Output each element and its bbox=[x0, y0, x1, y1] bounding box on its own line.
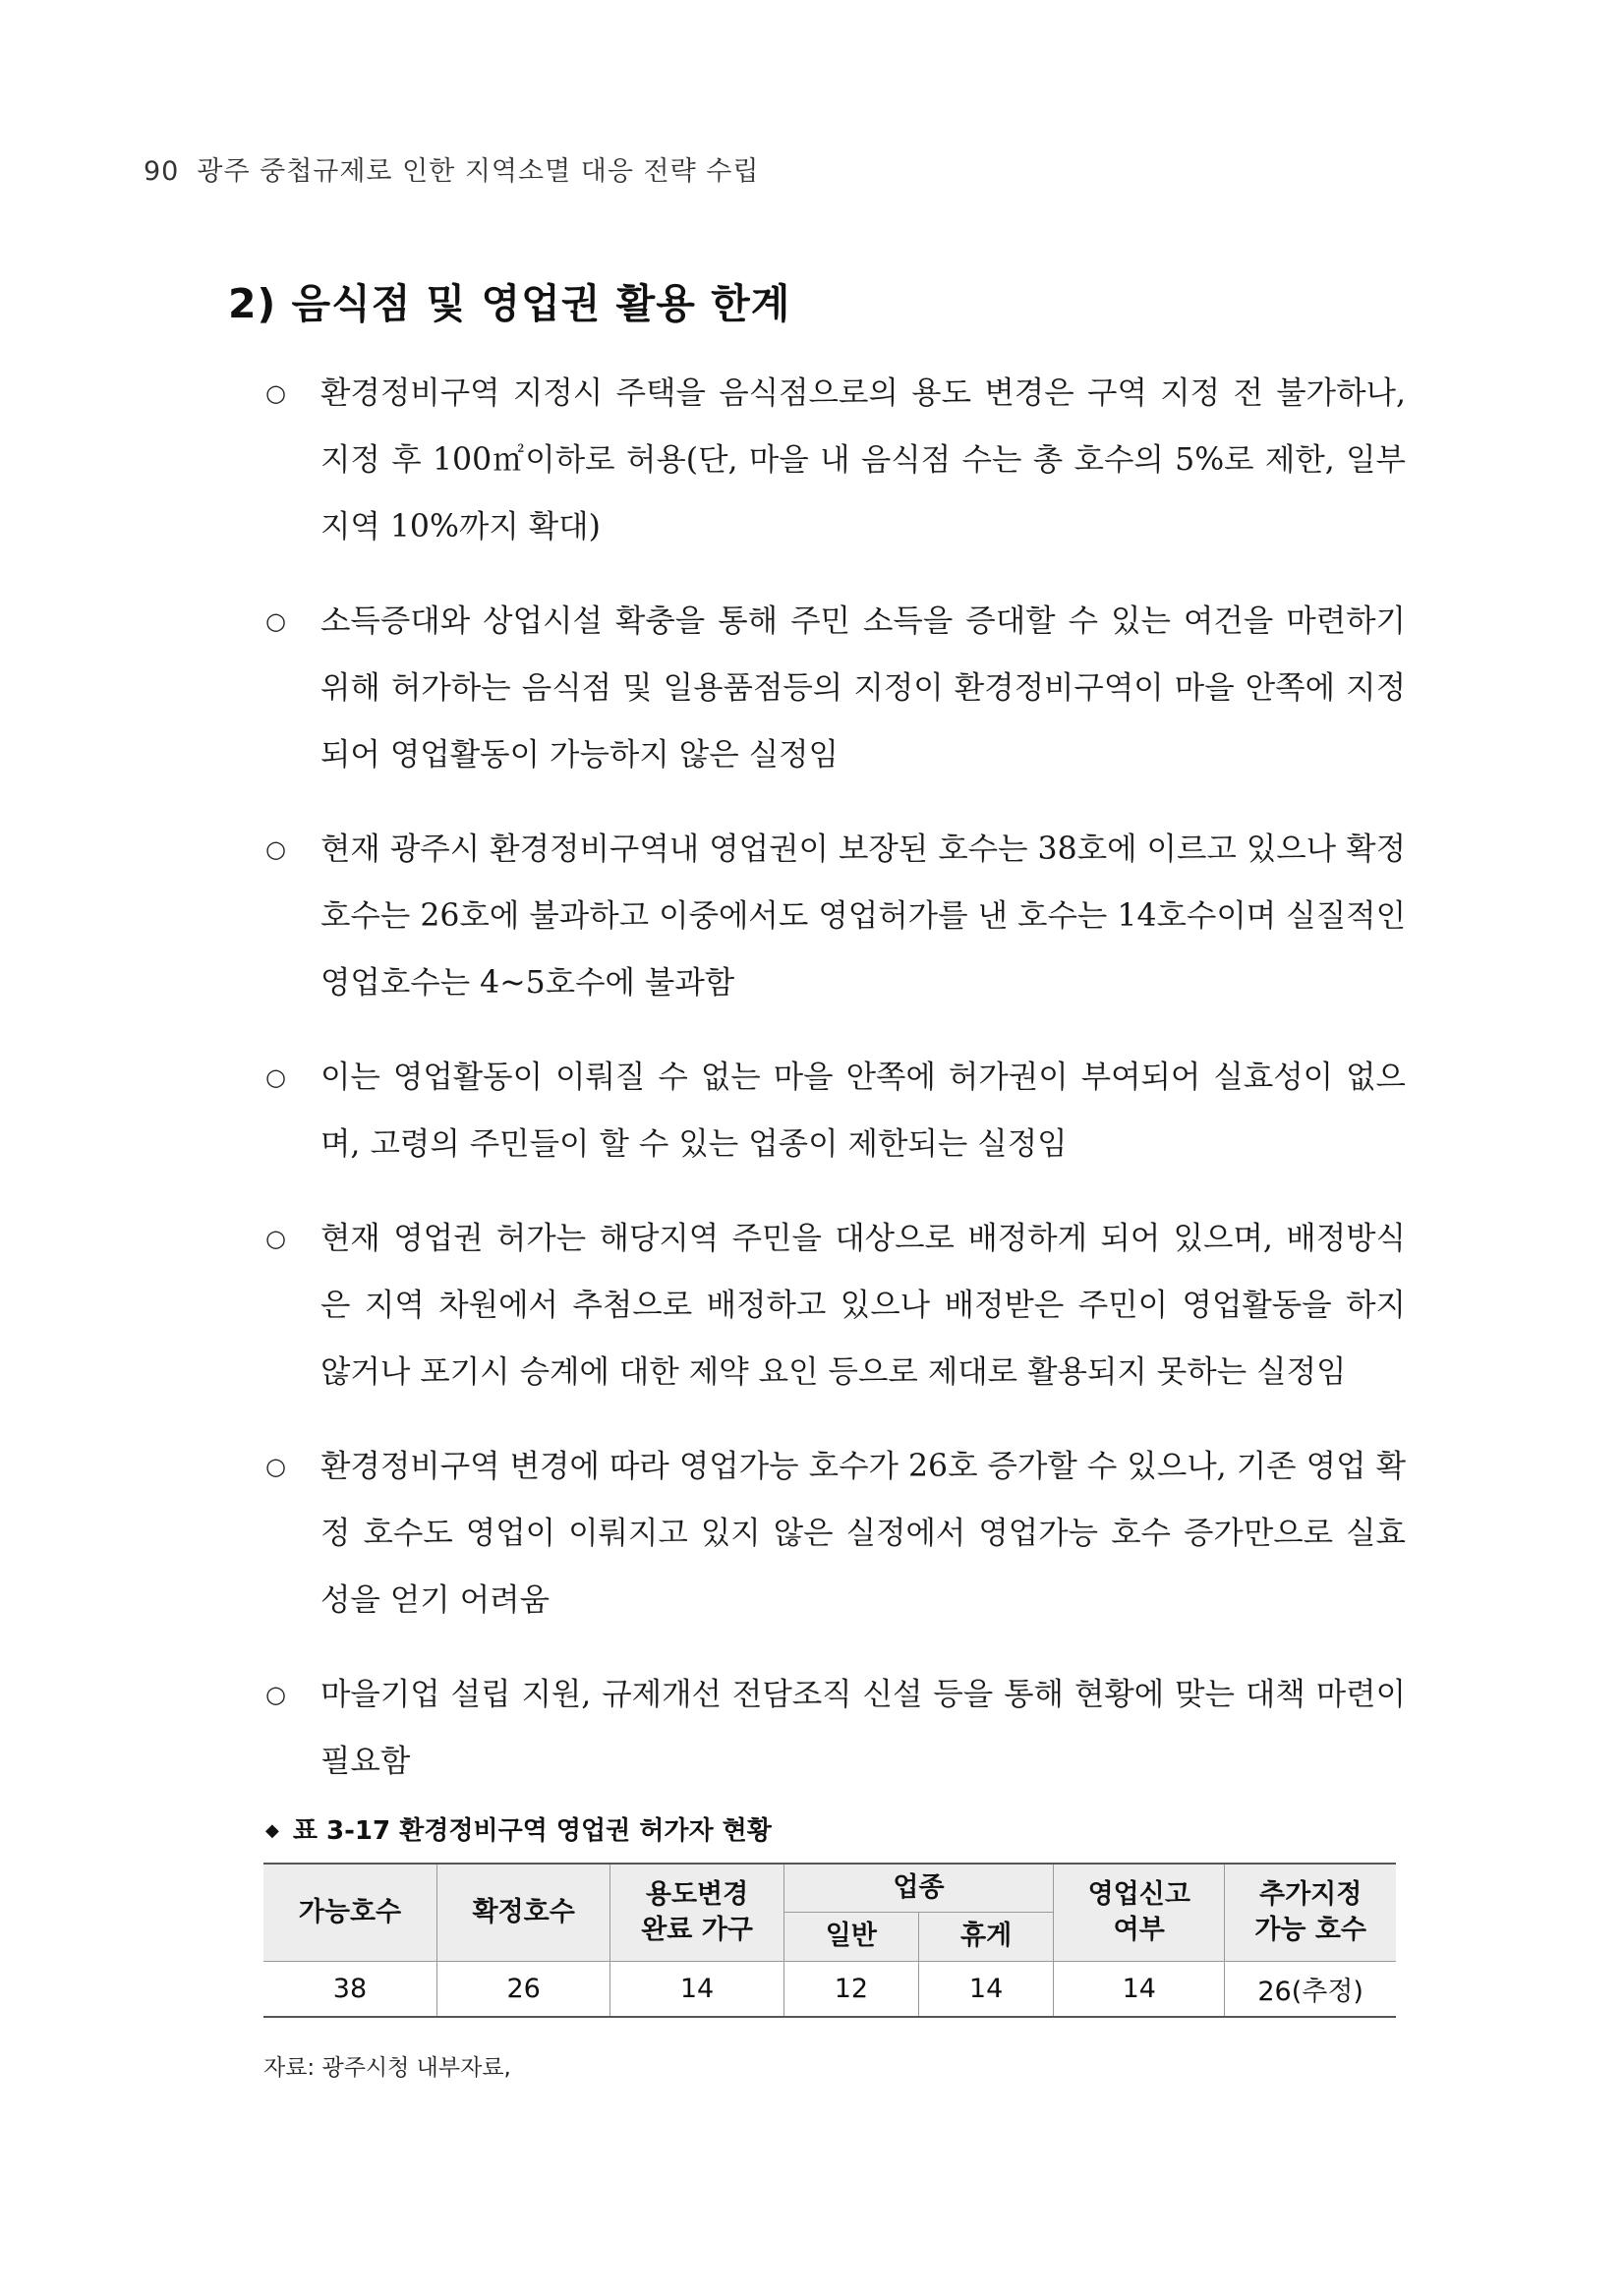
bullet-list bbox=[265, 360, 1406, 1822]
diamond-icon: ◆ bbox=[265, 1820, 279, 1841]
table-cell: 12 bbox=[783, 1961, 918, 2017]
table-cell: 14 bbox=[1054, 1961, 1225, 2017]
circle-bullet-icon: ○ bbox=[265, 1225, 286, 1252]
table-row bbox=[263, 1961, 1396, 2017]
table-cell: 14 bbox=[918, 1961, 1053, 2017]
permit-status-table bbox=[263, 1863, 1396, 2018]
bullet-item bbox=[265, 1205, 1406, 1406]
header-additional: 추가지정 가능 호수 bbox=[1225, 1864, 1396, 1961]
bullet-text: 이는 영업활동이 이뤄질 수 없는 마을 안쪽에 허가권이 부여되어 실효성이 없으며, 고령의 주민들이 할 수 있는 업종이 제한되는 실정임 bbox=[320, 1060, 1406, 1162]
table-caption bbox=[265, 1810, 772, 1847]
bullet-text: 소득증대와 상업시설 확충을 통해 주민 소득을 증대할 수 있는 여건을 마련하기 위해 허가하는 음식점 및 일용품점등의 지정이 환경정비구역이 마을 안쪽에 지정되어 영업활동이 가능하지 않은 실정임 bbox=[320, 603, 1406, 773]
table-cell: 38 bbox=[263, 1961, 436, 2017]
header-title: 광주 중첩규제로 인한 지역소멸 대응 전략 수립 bbox=[197, 156, 760, 187]
circle-bullet-icon: ○ bbox=[265, 1681, 286, 1708]
bullet-item bbox=[265, 1044, 1406, 1177]
bullet-text: 현재 광주시 환경정비구역내 영업권이 보장된 호수는 38호에 이르고 있으나 확정호수는 26호에 불과하고 이중에서도 영업허가를 낸 호수는 14호수이며 실질적인 영업호수는 4~5호수에 불과함 bbox=[320, 832, 1406, 1001]
table-header-row bbox=[263, 1864, 1396, 1913]
circle-bullet-icon: ○ bbox=[265, 1063, 286, 1091]
source-note: 자료: 광주시청 내부자료, bbox=[263, 2055, 511, 2081]
header-confirmed: 확정호수 bbox=[436, 1864, 609, 1961]
bullet-item bbox=[265, 816, 1406, 1016]
header-change-done: 용도변경 완료 가구 bbox=[610, 1864, 783, 1961]
section-title: 2) 음식점 및 영업권 활용 한계 bbox=[228, 280, 791, 327]
table-caption-text: 표 3-17 환경정비구역 영업권 허가자 현황 bbox=[292, 1816, 772, 1846]
circle-bullet-icon: ○ bbox=[265, 607, 286, 635]
bullet-item bbox=[265, 360, 1406, 560]
bullet-item bbox=[265, 588, 1406, 788]
bullet-text: 마을기업 설립 지원, 규제개선 전담조직 신설 등을 통해 현황에 맞는 대책 마련이 필요함 bbox=[320, 1677, 1406, 1779]
running-header bbox=[144, 149, 759, 188]
header-business-type: 업종 bbox=[783, 1864, 1053, 1913]
bullet-item bbox=[265, 1661, 1406, 1795]
table-cell: 26(추정) bbox=[1225, 1961, 1396, 2017]
table-cell: 14 bbox=[610, 1961, 783, 2017]
circle-bullet-icon: ○ bbox=[265, 379, 286, 407]
bullet-text: 환경정비구역 변경에 따라 영업가능 호수가 26호 증가할 수 있으나, 기존 영업 확정 호수도 영업이 이뤄지고 있지 않은 실정에서 영업가능 호수 증가만으로 실효성을 얻기 어려움 bbox=[320, 1449, 1406, 1618]
header-report: 영업신고 여부 bbox=[1054, 1864, 1225, 1961]
bullet-text: 현재 영업권 허가는 해당지역 주민을 대상으로 배정하게 되어 있으며, 배정방식은 지역 차원에서 추첨으로 배정하고 있으나 배정받은 주민이 영업활동을 하지 않거나 포기시 승계에 대한 제약 요인 등으로 제대로 활용되지 못하는 실정임 bbox=[320, 1221, 1406, 1390]
circle-bullet-icon: ○ bbox=[265, 835, 286, 863]
page-number: 90 bbox=[144, 156, 180, 187]
header-possible: 가능호수 bbox=[263, 1864, 436, 1961]
table-cell: 26 bbox=[436, 1961, 609, 2017]
header-general: 일반 bbox=[783, 1913, 918, 1961]
circle-bullet-icon: ○ bbox=[265, 1453, 286, 1480]
bullet-item bbox=[265, 1433, 1406, 1634]
header-rest: 휴게 bbox=[918, 1913, 1053, 1961]
bullet-text: 환경정비구역 지정시 주택을 음식점으로의 용도 변경은 구역 지정 전 불가하나, 지정 후 100㎡이하로 허용(단, 마을 내 음식점 수는 총 호수의 5%로 제한, 일부지역 10%까지 확대) bbox=[320, 375, 1406, 545]
